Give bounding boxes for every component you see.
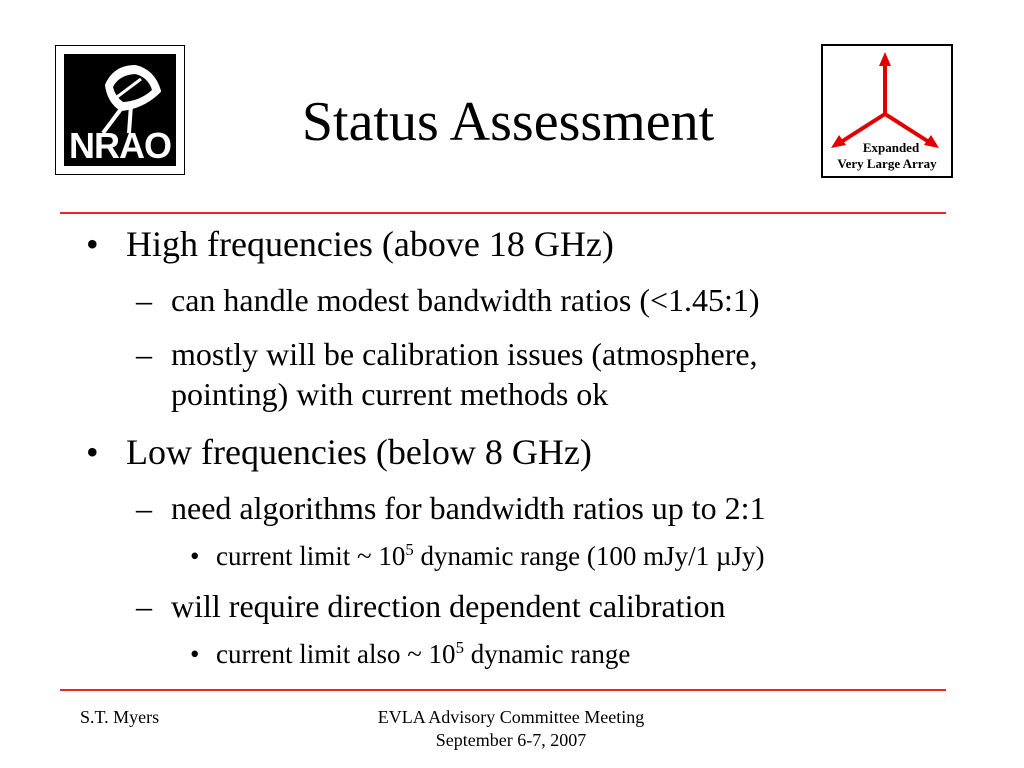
bullet-text: Low frequencies (below 8 GHz) (126, 432, 592, 472)
bottom-divider (60, 689, 946, 691)
sub-bullet-text: need algorithms for bandwidth ratios up to 2:1 (171, 490, 766, 526)
sub-bullet-text-line2: pointing) with current methods ok (171, 376, 609, 412)
sub-sub-bullet-text: current limit ~ $10^5$ dynamic range (100 mJy/1 µJy) (216, 540, 765, 571)
bullet-marker: • (86, 432, 99, 472)
sub-bullet-text: will require direction dependent calibration (171, 588, 726, 624)
bullet-marker: • (190, 541, 200, 571)
dash-marker: – (136, 336, 152, 372)
footer-event-line1: EVLA Advisory Committee Meeting (377, 707, 645, 727)
evla-logo-line2: Very Large Array (837, 156, 937, 171)
evla-logo-line1: Expanded (862, 140, 920, 155)
footer-event-line2: September 6-7, 2007 (435, 730, 587, 750)
sub-bullet-text: can handle modest bandwidth ratios (<1.45:1) (171, 282, 760, 318)
dash-marker: – (136, 282, 152, 318)
dash-marker: – (136, 588, 152, 624)
bullet-marker: • (86, 224, 99, 264)
bullet-marker: • (190, 639, 200, 669)
sub-sub-bullet-text: current limit also ~ $10^5$ dynamic range (216, 638, 631, 669)
nrao-logo-text: NRAO (69, 125, 171, 166)
footer-event (300, 706, 722, 752)
bullet-text: High frequencies (above 18 GHz) (126, 224, 614, 264)
slide-title: Status Assessment (301, 91, 715, 153)
sub-bullet-text-line1: mostly will be calibration issues (atmosphere, (171, 336, 758, 372)
dash-marker: – (136, 490, 152, 526)
footer-author: S.T. Myers (80, 707, 160, 727)
